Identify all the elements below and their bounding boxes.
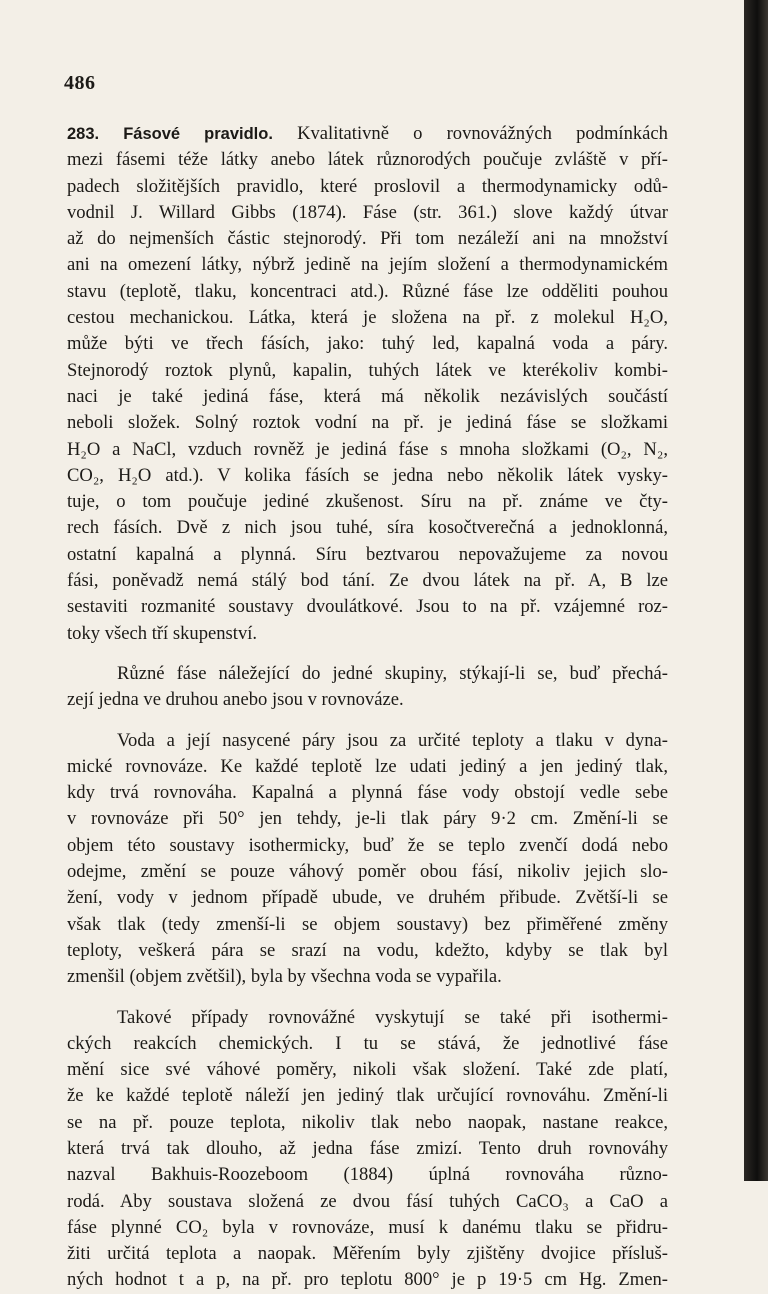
page-number: 486 bbox=[64, 72, 96, 94]
text-line: Voda a její nasycené páry jsou za určité teploty a tlaku v dyna- bbox=[117, 729, 668, 751]
text-line: že ke každé teplotě náleží jen jediný tlak určující rovnováhu. Změní-li bbox=[67, 1085, 668, 1107]
text-line: Stejnorodý roztok plynů, kapalin, tuhých látek ve kterékoliv kombi- bbox=[67, 359, 668, 381]
text-line: ných hodnot t a p, na př. pro teplotu 800° je p 19·5 cm Hg. Zmen- bbox=[67, 1269, 668, 1291]
text-line: padech složitějších pravidlo, které proslovil a thermodynamicky odů- bbox=[67, 175, 668, 197]
paragraph bbox=[67, 121, 668, 647]
text-line: nazval Bakhuis-Roozeboom (1884) úplná rovnováha různo- bbox=[67, 1164, 668, 1186]
body-text bbox=[67, 121, 668, 1294]
text-line: objem této soustavy isothermicky, buď že se teplo zvenčí dodá nebo bbox=[67, 834, 668, 856]
text-line: rech fásích. Dvě z nich jsou tuhé, síra kosočtverečná a jednoklonná, bbox=[67, 517, 668, 539]
paragraph bbox=[67, 661, 668, 714]
text-line: rodá. Aby soustava složená ze dvou fásí tuhých CaCO₃ a CaO a bbox=[67, 1190, 668, 1212]
text-line: zejí jedna ve druhou anebo jsou v rovnováze. bbox=[67, 689, 404, 711]
text-line: v rovnováze při 50° jen tehdy, je-li tlak páry 9·2 cm. Změní-li se bbox=[67, 808, 668, 830]
text-line: ani na omezení látky, nýbrž jedině na jejím složení a thermodynamickém bbox=[67, 254, 668, 276]
text-line: toky všech tří skupenství. bbox=[67, 622, 258, 644]
section-heading: 283. Fásové pravidlo. bbox=[67, 125, 273, 143]
text-line: CO₂, H₂O atd.). V kolika fásích se jedna nebo několik látek vysky- bbox=[67, 464, 668, 486]
text-line: žiti určitá teplota a naopak. Měřením byly zjištěny dvojice přísluš- bbox=[67, 1243, 668, 1265]
text-line: Takové případy rovnovážné vyskytují se také při isothermi- bbox=[117, 1006, 668, 1028]
text-line: neboli složek. Solný roztok vodní na př. je jediná fáse se složkami bbox=[67, 412, 668, 434]
text-line: mické rovnováze. Ke každé teplotě lze udati jediný a jen jediný tlak, bbox=[67, 755, 668, 777]
text-line: tuje, o tom poučuje jediné zkušenost. Síru na př. známe ve čty- bbox=[67, 491, 668, 513]
text-line: fáse plynné CO₂ byla v rovnováze, musí k danému tlaku se přidru- bbox=[67, 1216, 668, 1238]
text-line: zmenšil (objem zvětšil), byla by všechna voda se vypařila. bbox=[67, 966, 502, 988]
text-line: teploty, veškerá pára se srazí na vodu, kdežto, kdyby se tlak byl bbox=[67, 939, 668, 961]
text-line: ostatní kapalná a plynná. Síru beztvarou nepovažujeme za novou bbox=[67, 543, 668, 565]
text-line: cestou mechanickou. Látka, která je složena na př. z molekul H₂O, bbox=[67, 307, 668, 329]
text-line: však tlak (tedy zmenší-li se objem soustavy) bez přiměřené změny bbox=[67, 913, 668, 935]
text-line: vodnil J. Willard Gibbs (1874). Fáse (str. 361.) slove každý útvar bbox=[67, 201, 668, 223]
text-line: fási, poněvadž nemá stálý bod tání. Ze dvou látek na př. A, B lze bbox=[67, 570, 668, 592]
text-line: mezi fásemi téže látky anebo látek různorodých poučuje zvláště v pří- bbox=[67, 149, 668, 171]
text-line: sestaviti rozmanité soustavy dvoulátkové. Jsou to na př. vzájemné roz- bbox=[67, 596, 668, 618]
text-line: odejme, změní se pouze váhový poměr obou fásí, nikoliv jejich slo- bbox=[67, 861, 668, 883]
paragraph bbox=[67, 728, 668, 991]
text-line: až do nejmenších částic stejnorodý. Při tom nezáleží ani na množství bbox=[67, 228, 668, 250]
text-line: kdy trvá rovnováha. Kapalná a plynná fáse vody obstojí vedle sebe bbox=[67, 782, 668, 804]
text-line: stavu (teplotě, tlaku, koncentraci atd.). Různé fáse lze odděliti pouhou bbox=[67, 280, 668, 302]
text-line: ckých reakcích chemických. I tu se stává, že jednotlivé fáse bbox=[67, 1032, 668, 1054]
text-line: která trvá tak dlouho, až jedna fáse zmizí. Tento druh rovnováhy bbox=[67, 1137, 668, 1159]
text-line: žení, vody v jednom případě ubude, ve druhém přibude. Zvětší-li se bbox=[67, 887, 668, 909]
text-line: 283. Fásové pravidlo. Kvalitativně o rovnovážných podmínkách bbox=[67, 123, 668, 144]
text-line: mění sice své váhové poměry, nikoli však složení. Také zde platí, bbox=[67, 1059, 668, 1081]
text-line: Různé fáse náležející do jedné skupiny, stýkají-li se, buď přechá- bbox=[117, 662, 668, 684]
text-line: může býti ve třech fásích, jako: tuhý led, kapalná voda a páry. bbox=[67, 333, 668, 355]
text-line: naci je také jediná fáse, která má několik nezávislých součástí bbox=[67, 385, 668, 407]
paragraph bbox=[67, 1005, 668, 1294]
page-edge-shadow bbox=[744, 0, 768, 1181]
text-line: H₂O a NaCl, vzduch rovněž je jediná fáse s mnoha složkami (O₂, N₂, bbox=[67, 438, 668, 460]
text-line: se na př. pouze teplota, nikoliv tlak nebo naopak, nastane reakce, bbox=[67, 1111, 668, 1133]
